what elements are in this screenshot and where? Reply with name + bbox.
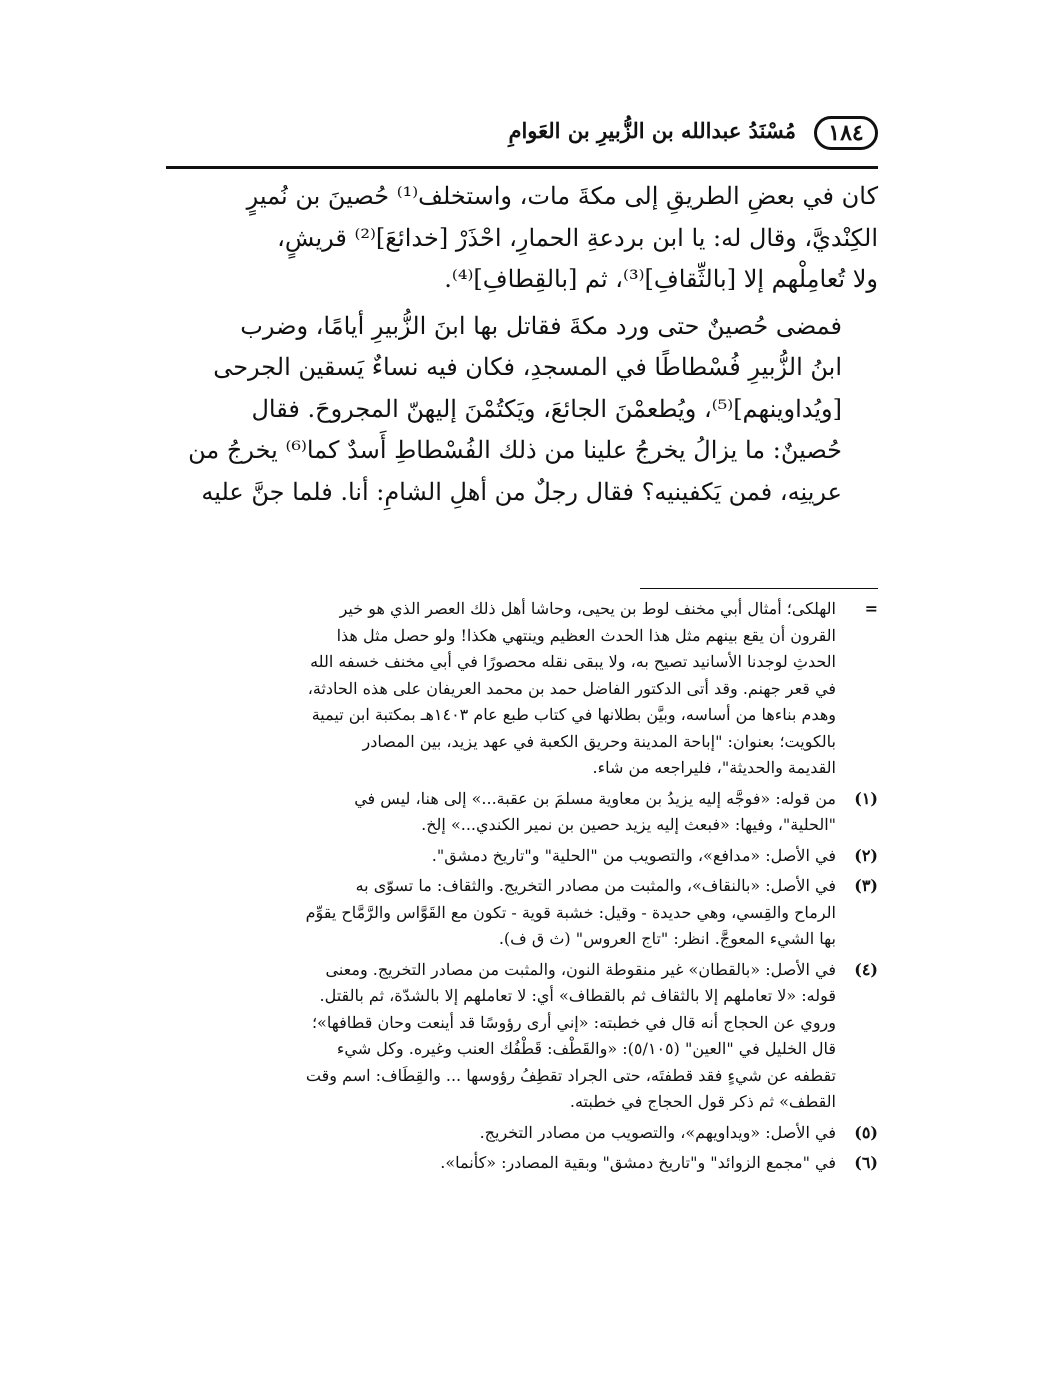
footnote-6 [166, 1150, 878, 1177]
page-number-badge [814, 116, 878, 150]
footnote-1 [166, 786, 878, 839]
footnote-4 [166, 957, 878, 1116]
footnote-line: القديمة والحديثة"، فليراجعه من شاء. [592, 758, 836, 777]
footnote-line: وهدم بناءها من أساسه، وبيَّن بطلانها في كتاب طبع عام ١٤٠٣هـ بمكتبة ابن تيمية [311, 705, 836, 724]
footnote-line: وروي عن الحجاج أنه قال في خطبته: «إني أرى رؤوسًا قد أينعت وحان قطافها»؛ [311, 1012, 836, 1032]
header-divider [166, 166, 878, 169]
running-header [166, 108, 878, 158]
footnote-marker: (٦) [854, 1153, 878, 1172]
footnote-line: الحدثِ لوجدنا الأسانيد تصيح به، ولا يبقى نقله محصورًا في أبي مخنف خسفه الله [310, 652, 836, 671]
footnote-line: بها الشيء المعوجَّ. انظر: "تاج العروس" (ث ق ف). [498, 929, 836, 948]
footnotes [166, 596, 878, 1181]
paragraph [166, 306, 878, 514]
footnote-marker: (٤) [854, 959, 878, 979]
footnote-marker: (٣) [854, 876, 878, 895]
main-text [166, 176, 878, 513]
footnote-line: قال الخليل في "العين" (٥/١٠٥): «والقَطْف: قَطْفُك العنب وغيره. وكل شيء [336, 1039, 836, 1058]
footnote-5 [166, 1120, 878, 1147]
footnote-marker: = [864, 599, 878, 618]
footnote-line: القرون أن يقع بينهم مثل هذا الحدث العظيم وينتهي هكذا! ولو حصل مثل هذا [336, 625, 836, 645]
footnote-line: "الحلية"، وفيها: «فبعث إليه يزيد حصين بن نمير الكندي...» إلخ. [421, 815, 836, 834]
text-line: [ويُداوينهم]⁽⁵⁾، ويُطعمْنَ الجائعَ، ويَكتُمْنَ إليهنّ المجروحَ. فقال [251, 394, 842, 423]
paragraph [166, 176, 878, 301]
footnote-line: في الأصل: «بالنقاف»، والمثبت من مصادر التخريج. والثقاف: ما تسوّى به [355, 876, 836, 895]
footnote-separator [640, 588, 878, 589]
text-line: حُصينٌ: ما يزالُ يخرجُ علينا من ذلك الفُسْطاطِ أَسدٌ كما⁽⁶⁾ يخرجُ من [188, 436, 842, 464]
footnote-3 [166, 873, 878, 953]
footnote-line: في الأصل: «ويداويهم»، والتصويب من مصادر التخريج. [479, 1122, 836, 1142]
footnote-line: قوله: «لا تعاملهم إلا بالثقاف ثم بالقطاف» أي: لا تعاملهم إلا بالشدّة، ثم بالقتل. [319, 986, 836, 1005]
footnote-continuation [166, 596, 878, 782]
footnote-line: في قعر جهنم. وقد أتى الدكتور الفاضل حمد بن محمد العريفان على هذه الحادثة، [307, 678, 836, 698]
text-line: فمضى حُصينٌ حتى ورد مكةَ فقاتل بها ابنَ الزُّبيرِ أيامًا، وضرب [240, 311, 842, 340]
text-line: ابنُ الزُّبيرِ فُسْطاطًا في المسجدِ، فكان فيه نساءٌ يَسقين الجرحى [213, 353, 842, 381]
footnote-line: الرماح والقِسي، وهي حديدة - وقيل: خشبة قوية - تكون مع القَوَّاس والرَّمَّاح يقوِّم [305, 902, 836, 922]
footnote-line: في الأصل: «مدافع»، والتصويب من "الحلية" و"تاريخ دمشق". [431, 845, 836, 865]
page-number: ١٨٤ [828, 120, 864, 146]
footnote-line: من قوله: «فوجَّه إليه يزيدُ بن معاوية مسلمَ بن عقبة...» إلى هنا، ليس في [354, 788, 836, 808]
text-line: الكِنْديَّ، وقال له: يا ابن بردعةِ الحمارِ، احْذَرْ [خدائعَ]⁽²⁾ قريشٍ، [277, 223, 878, 252]
footnote-marker: (١) [854, 788, 878, 808]
footnote-marker: (٢) [854, 845, 878, 865]
footnote-line: في "مجمع الزوائد" و"تاريخ دمشق" وبقية المصادر: «كأنما». [440, 1153, 836, 1172]
text-line: ولا تُعامِلْهم إلا [بالثِّقافِ]⁽³⁾، ثم [بالقِطافِ]⁽⁴⁾. [444, 265, 878, 293]
text-line: عرينِه، فمن يَكفينيه؟ فقال رجلٌ من أهلِ الشامِ: أنا. فلما جنَّ عليه [201, 477, 842, 506]
footnote-line: تقطفه عن شيءٍ فقد قطفتَه، حتى الجراد تقطِفُ رؤوسها ... والقِطَاف: اسم وقت [305, 1065, 836, 1085]
footnote-line: في الأصل: «بالقطان» غير منقوطة النون، والمثبت من مصادر التخريج. ومعنى [325, 959, 836, 979]
text-line: كان في بعضِ الطريقِ إلى مكةَ مات، واستخلف⁽¹⁾ حُصينَ بن نُميرٍ [246, 182, 878, 210]
footnote-line: القطف» ثم ذكر قول الحجاج في خطبته. [569, 1092, 836, 1111]
footnote-2 [166, 843, 878, 870]
running-title: مُسْنَدُ عبدالله بن الزُّبيرِ بن العَوامِ [508, 118, 796, 143]
footnote-line: الهلكى؛ أمثال أبي مخنف لوط بن يحيى، وحاشا أهل ذلك العصر الذي هو خير [339, 599, 836, 618]
footnote-line: بالكويت؛ بعنوان: "إباحة المدينة وحريق الكعبة في عهد يزيد، بين المصادر [362, 731, 836, 751]
footnote-marker: (٥) [854, 1122, 878, 1142]
